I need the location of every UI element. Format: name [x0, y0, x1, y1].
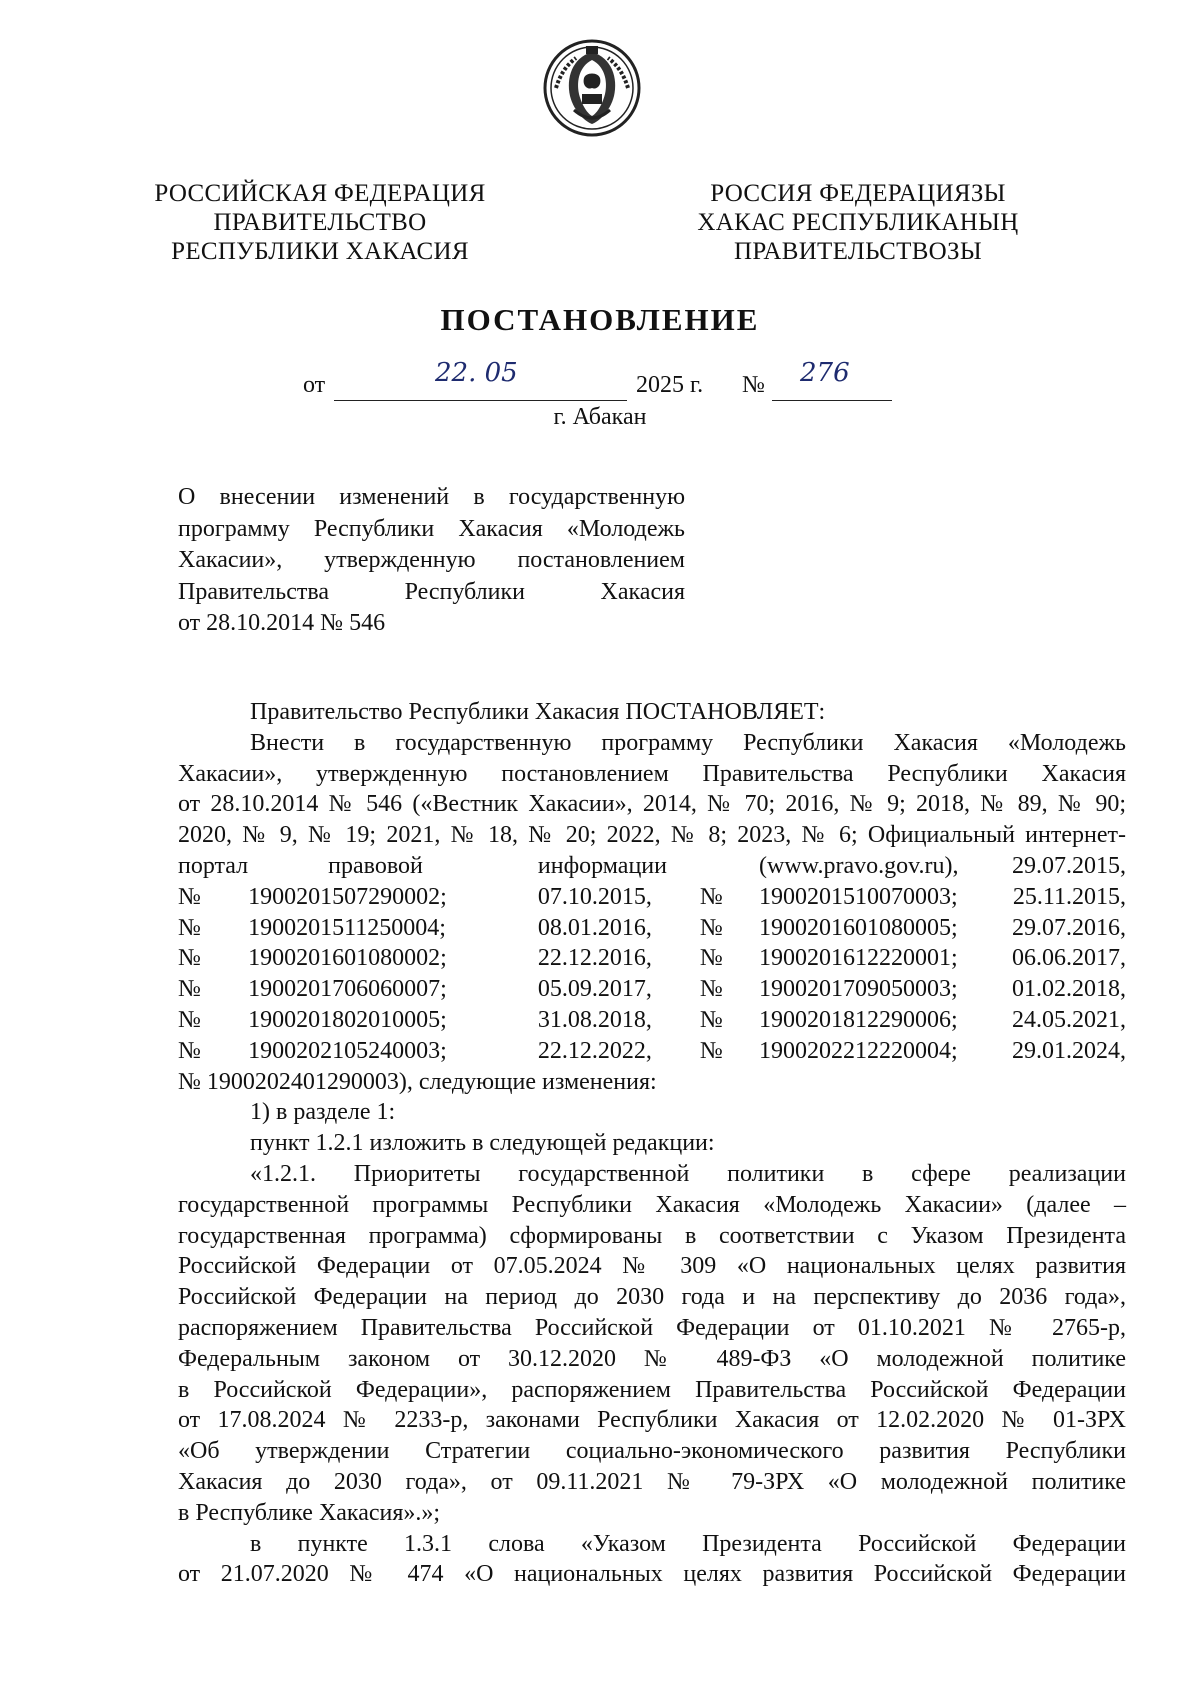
quote-line: «1.2.1. Приоритеты государственной политики в сфере реализации — [250, 1160, 1126, 1187]
registry-table — [178, 851, 1126, 1067]
table-row — [178, 913, 1126, 944]
table-cell: портал — [178, 852, 249, 879]
body-line: от 28.10.2014 № 546 («Вестник Хакасии», 2014, № 70; 2016, № 9; 2018, № 89, № 90; — [178, 791, 1126, 818]
document-title: ПОСТАНОВЛЕНИЕ — [440, 302, 760, 337]
table-cell: информации — [537, 852, 667, 879]
quote-line: в Республике Хакасия».»; — [178, 1499, 441, 1526]
table-row — [178, 974, 1126, 1005]
subject-line: О внесении изменений в государственную — [178, 484, 685, 510]
table-cell: 29.07.2015, — [1012, 852, 1126, 879]
quote-line: от 17.08.2024 № 2233-р, законами Республики Хакасия от 12.02.2020 № 01-ЗРХ — [178, 1407, 1126, 1434]
quote-line: Российской Федерации на период до 2030 года и на перспективу до 2036 года», — [178, 1284, 1126, 1311]
header-right-line: ПРАВИТЕЛЬСТВОЗЫ — [734, 238, 982, 265]
header-left-line: РОССИЙСКАЯ ФЕДЕРАЦИЯ — [154, 180, 486, 207]
body-line: Хакасии», утвержденную постановлением Правительства Республики Хакасия — [178, 760, 1126, 787]
header-left-line: ПРАВИТЕЛЬСТВО — [213, 209, 427, 236]
table-cell: 1900202212220004; — [759, 1037, 958, 1064]
table-cell: 05.09.2017, — [537, 976, 652, 1003]
quote-line: в Российской Федерации», распоряжением Правительства Российской Федерации — [178, 1376, 1126, 1403]
table-cell: № — [178, 1037, 201, 1064]
table-cell — [700, 851, 759, 882]
table-cell: № — [699, 1006, 723, 1033]
body-line: № 1900202401290003), следующие изменения: — [178, 1068, 657, 1095]
table-cell: 1900201612220001; — [759, 945, 958, 972]
table-cell: 1900201706060007; — [248, 976, 447, 1003]
handwritten-date: 22. 05 — [435, 358, 518, 388]
header-left-line: РЕСПУБЛИКИ ХАКАСИЯ — [171, 238, 469, 265]
table-cell: 06.06.2017, — [1012, 945, 1126, 972]
table-cell: 1900201802010005; — [248, 1006, 447, 1033]
quote-line: Федеральным законом от 30.12.2020 № 489-ФЗ «О молодежной политике — [178, 1345, 1126, 1372]
document-body — [178, 697, 1126, 1590]
city: г. Абакан — [553, 404, 647, 430]
table-cell: 1900201709050003; — [759, 976, 958, 1003]
table-cell: № — [178, 945, 201, 972]
quote-line: Российской Федерации от 07.05.2024 № 309 «О национальных целях развития — [178, 1253, 1126, 1280]
khakassia-emblem-icon — [542, 38, 642, 138]
header-right-line: ХАКАС РЕСПУБЛИКАНЫҢ — [697, 209, 1019, 236]
table-cell: № — [699, 976, 723, 1003]
header-right-line: РОССИЯ ФЕДЕРАЦИЯЗЫ — [710, 180, 1006, 207]
table-cell: № — [699, 914, 723, 941]
table-cell: 22.12.2016, — [537, 945, 652, 972]
table-cell: 31.08.2018, — [537, 1006, 652, 1033]
number-underline — [772, 400, 892, 401]
table-cell: № — [178, 1006, 201, 1033]
table-cell: № — [178, 976, 201, 1003]
header-right — [668, 179, 1048, 266]
table-cell: № — [178, 883, 201, 910]
preamble: Правительство Республики Хакасия ПОСТАНОВЛЯЕТ: — [250, 699, 826, 725]
table-row — [178, 943, 1126, 974]
table-cell: 1900201601080002; — [248, 945, 447, 972]
subject-line: Хакасии», утвержденную постановлением — [178, 547, 685, 574]
table-row — [178, 851, 1126, 882]
table-cell: правовой — [328, 852, 423, 879]
subject-block — [178, 482, 685, 640]
quote-line: «Об утверждении Стратегии социально-экономического развития Республики — [178, 1438, 1126, 1465]
table-cell: 07.10.2015, — [537, 883, 652, 910]
quote-line: государственная программа) сформированы в соответствии с Указом Президента — [178, 1222, 1126, 1249]
table-cell: 25.11.2015, — [1012, 883, 1126, 910]
body-line: от 21.07.2020 № 474 «О национальных целях развития Российской Федерации — [178, 1561, 1126, 1588]
table-cell: 1900201510070003; — [759, 883, 958, 910]
body-line: 1) в разделе 1: — [250, 1099, 396, 1126]
date-underline — [334, 400, 627, 401]
body-line: пункт 1.2.1 изложить в следующей редакции: — [250, 1130, 715, 1157]
quote-line: Хакасия до 2030 года», от 09.11.2021 № 79-ЗРХ «О молодежной политике — [178, 1468, 1126, 1495]
body-line: в пункте 1.3.1 слова «Указом Президента Российской Федерации — [250, 1530, 1126, 1557]
table-cell: № — [699, 1037, 723, 1064]
table-cell: 29.01.2024, — [1012, 1037, 1126, 1064]
table-cell: (www.pravo.gov.ru), — [759, 852, 959, 879]
body-line: 2020, № 9, № 19; 2021, № 18, № 20; 2022, № 8; 2023, № 6; Официальный интернет- — [178, 822, 1126, 849]
table-cell: 1900201601080005; — [759, 914, 958, 941]
handwritten-number: 276 — [800, 358, 850, 388]
table-cell: 1900201812290006; — [759, 1006, 958, 1033]
subject-line: от 28.10.2014 № 546 — [178, 610, 386, 637]
table-cell: № — [699, 945, 723, 972]
table-cell: 08.01.2016, — [537, 914, 652, 941]
table-cell: 1900201507290002; — [248, 883, 447, 910]
table-cell: 24.05.2021, — [1012, 1006, 1126, 1033]
table-cell: 01.02.2018, — [1012, 976, 1126, 1003]
body-line: Внести в государственную программу Республики Хакасия «Молодежь — [250, 729, 1126, 756]
table-row — [178, 1005, 1126, 1036]
table-cell: 22.12.2022, — [537, 1037, 652, 1064]
table-cell: 1900202105240003; — [248, 1037, 447, 1064]
quote-line: распоряжением Правительства Российской Федерации от 01.10.2021 № 2765-р, — [178, 1314, 1126, 1341]
table-cell: № — [178, 914, 201, 941]
table-row — [178, 882, 1126, 913]
header-left — [140, 179, 500, 266]
number-sign: № — [742, 372, 765, 398]
table-cell: 1900201511250004; — [248, 914, 446, 941]
date-year: 2025 г. — [636, 372, 704, 398]
subject-line: Правительства Республики Хакасия — [178, 578, 685, 605]
table-row — [178, 1036, 1126, 1067]
table-cell: № — [699, 883, 723, 910]
subject-line: программу Республики Хакасия «Молодежь — [178, 515, 685, 542]
date-prefix: от — [303, 372, 326, 398]
quote-line: государственной программы Республики Хакасия «Молодежь Хакасии» (далее – — [178, 1191, 1126, 1218]
table-cell: 29.07.2016, — [1012, 914, 1126, 941]
